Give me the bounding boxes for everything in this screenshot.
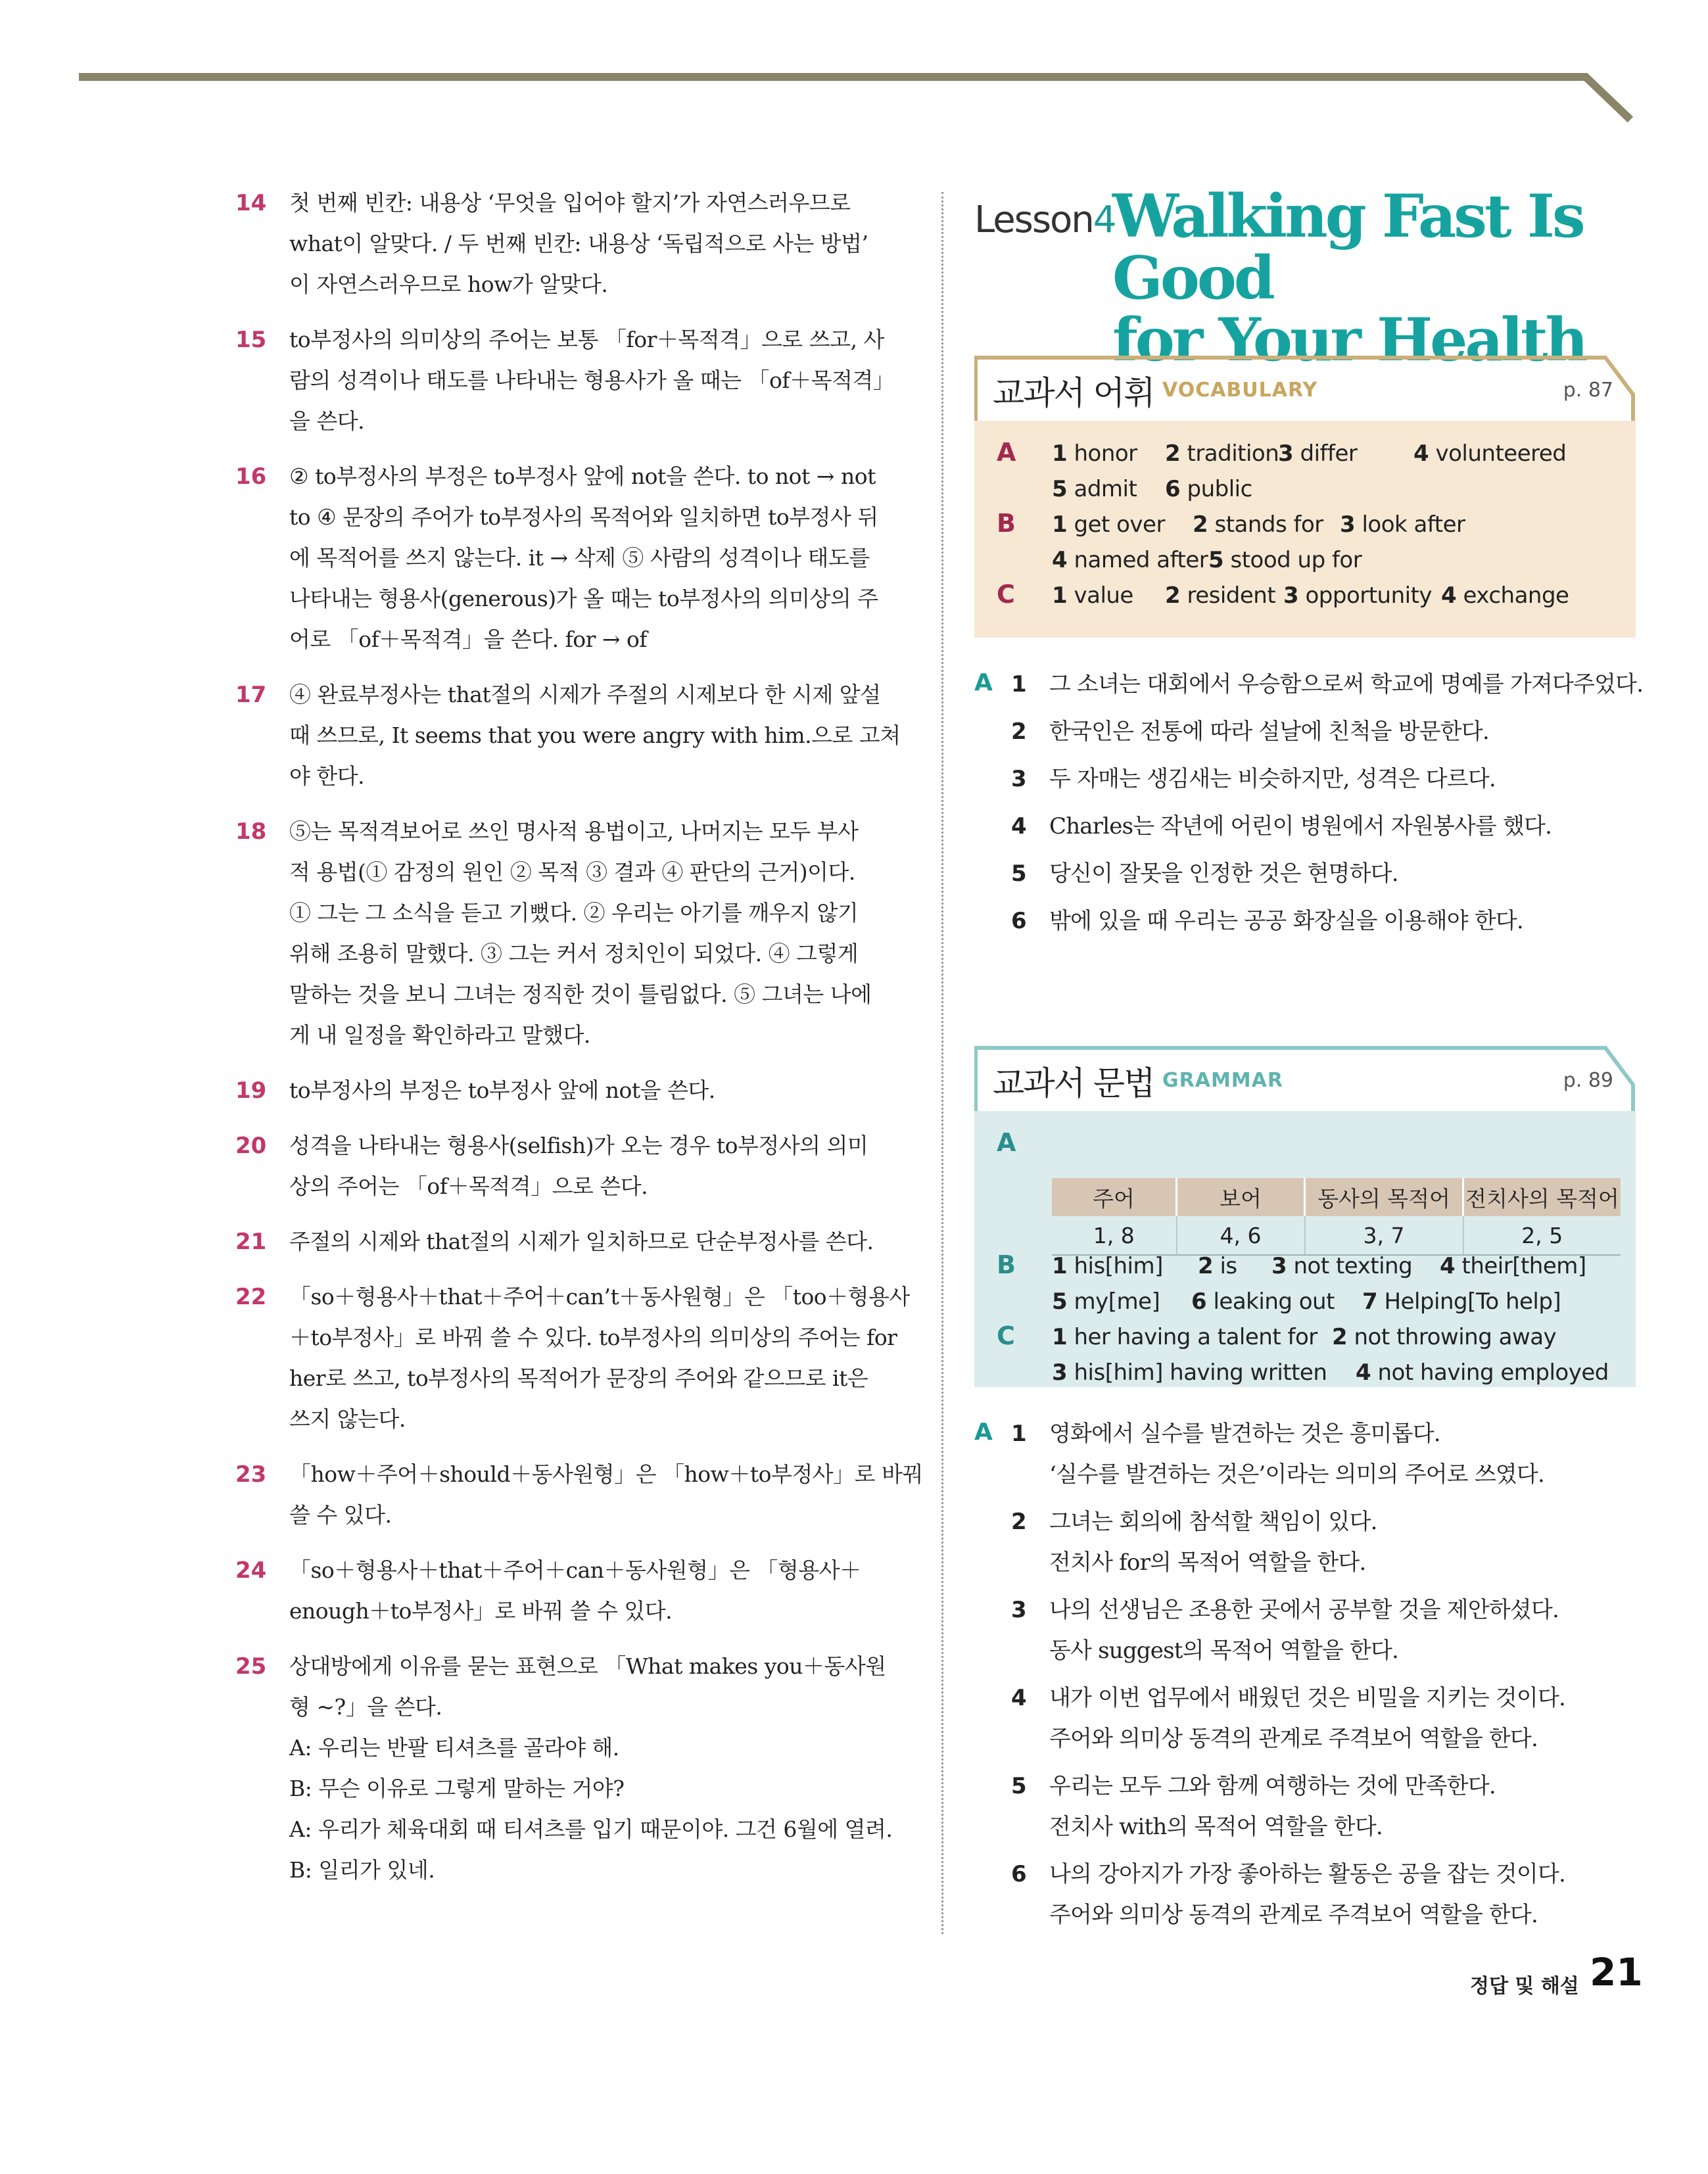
explanation-line: 쓰지 않는다. bbox=[289, 1406, 406, 1432]
table-header: 전치사의 목적어 bbox=[1463, 1178, 1621, 1216]
answer-item bbox=[235, 1070, 899, 1111]
explanation-line: 성격을 나타내는 형용사(selfish)가 오는 경우 to부정사의 의미 bbox=[289, 1133, 868, 1158]
section-label: A bbox=[974, 1419, 993, 1446]
vocabulary-title: 교과서 어휘 bbox=[993, 374, 1154, 412]
translation-line: 나의 선생님은 조용한 곳에서 공부할 것을 제안하셨다. bbox=[1049, 1597, 1559, 1623]
grammar-answer bbox=[1332, 1324, 1556, 1350]
answer-explanation bbox=[289, 1221, 899, 1262]
grammar-box bbox=[974, 1045, 1636, 1387]
translation-line: 그 소녀는 대회에서 우승함으로써 학교에 명예를 가져다주었다. bbox=[1049, 671, 1644, 697]
translation-line: 주어와 의미상 동격의 관계로 주격보어 역할을 한다. bbox=[1049, 1902, 1538, 1928]
answer-number: 19 bbox=[235, 1077, 267, 1104]
item-number: 5 bbox=[1208, 547, 1224, 573]
item-text: my[me] bbox=[1074, 1288, 1160, 1315]
translation-line: 전치사 with의 목적어 역할을 한다. bbox=[1049, 1814, 1383, 1840]
item-text: public bbox=[1187, 476, 1252, 502]
answer-explanation bbox=[289, 674, 901, 797]
item-number: 3 bbox=[1011, 1597, 1027, 1623]
item-number: 1 bbox=[1052, 582, 1068, 609]
translation-item bbox=[1011, 853, 1398, 894]
item-text: resident bbox=[1187, 582, 1276, 609]
explanation-line: 야 한다. bbox=[289, 763, 365, 789]
vocab-answer bbox=[1165, 476, 1252, 502]
explanation-line: to부정사의 의미상의 주어는 보통 「for＋목적격」으로 쓰고, 사 bbox=[289, 327, 884, 352]
item-number: 5 bbox=[1011, 1773, 1027, 1799]
item-number: 5 bbox=[1052, 1288, 1068, 1315]
translation-line: 내가 이번 업무에서 배웠던 것은 비밀을 지키는 것이다. bbox=[1049, 1685, 1566, 1711]
footer-label: 정답 및 해설 bbox=[1470, 1975, 1579, 1998]
item-number: 1 bbox=[1052, 1324, 1068, 1350]
vocab-answer bbox=[1441, 582, 1569, 609]
item-text: look after bbox=[1362, 511, 1465, 538]
item-lines bbox=[1049, 1413, 1544, 1495]
explanation-line: 「how＋주어＋should＋동사원형」은 「how＋to부정사」로 바꿔 bbox=[289, 1461, 923, 1487]
translation-item bbox=[1011, 1678, 1565, 1759]
table-cell: 1, 8 bbox=[1052, 1216, 1177, 1255]
translation-item bbox=[1011, 664, 1643, 705]
item-number: 2 bbox=[1165, 440, 1181, 467]
section-label: C bbox=[997, 580, 1015, 609]
section-label: A bbox=[974, 669, 993, 696]
answer-item bbox=[235, 1550, 899, 1632]
item-lines bbox=[1049, 1501, 1377, 1583]
item-text: named after bbox=[1074, 547, 1208, 573]
grammar-answers bbox=[974, 1111, 1636, 1387]
item-text: get over bbox=[1074, 511, 1165, 538]
section-label: A bbox=[997, 1128, 1016, 1157]
item-text: his[him] bbox=[1074, 1253, 1163, 1279]
grammar-answer bbox=[1052, 1324, 1317, 1350]
item-text: exchange bbox=[1463, 582, 1569, 609]
item-text: not throwing away bbox=[1354, 1324, 1557, 1350]
item-number: 6 bbox=[1011, 908, 1027, 934]
section-label: A bbox=[997, 438, 1016, 467]
explanation-line: 「so＋형용사＋that＋주어＋can’t＋동사원형」은 「too＋형용사 bbox=[289, 1284, 910, 1310]
item-text: opportunity bbox=[1305, 582, 1433, 609]
section-label: B bbox=[997, 509, 1016, 538]
item-lines bbox=[1049, 806, 1552, 847]
explanation-line: 게 내 일정을 확인하라고 말했다. bbox=[289, 1022, 590, 1048]
explanation-line: 상대방에게 이유를 묻는 표현으로 「What makes you＋동사원 bbox=[289, 1653, 886, 1679]
item-number: 1 bbox=[1011, 671, 1027, 697]
answer-explanation bbox=[289, 1646, 899, 1891]
translation-line: 두 자매는 생김새는 비슷하지만, 성격은 다르다. bbox=[1049, 766, 1496, 792]
translation-line: 영화에서 실수를 발견하는 것은 흥미롭다. bbox=[1049, 1421, 1440, 1447]
item-number: 2 bbox=[1198, 1253, 1214, 1279]
item-lines bbox=[1049, 1678, 1565, 1759]
item-text: his[him] having written bbox=[1074, 1359, 1327, 1386]
lesson-label: Lesson4 bbox=[974, 199, 1116, 241]
item-number: 3 bbox=[1271, 1253, 1287, 1279]
table-cell: 2, 5 bbox=[1463, 1216, 1621, 1255]
item-lines bbox=[1049, 1590, 1559, 1671]
grammar-title: 교과서 문법 bbox=[993, 1064, 1154, 1102]
grammar-answer bbox=[1052, 1253, 1163, 1279]
explanation-line: to부정사의 부정은 to부정사 앞에 not을 쓴다. bbox=[289, 1077, 715, 1103]
vocab-answer bbox=[1165, 440, 1279, 467]
item-text: stands for bbox=[1214, 511, 1323, 538]
translation-item bbox=[1011, 806, 1552, 847]
lesson-title: Walking Fast Is Good for Your Health bbox=[1112, 181, 1586, 375]
section-label: C bbox=[997, 1321, 1015, 1350]
grammar-answer bbox=[1052, 1359, 1327, 1386]
item-number: 1 bbox=[1011, 1421, 1027, 1447]
answer-number: 21 bbox=[235, 1229, 267, 1255]
item-text: their[them] bbox=[1461, 1253, 1586, 1279]
grammar-answer bbox=[1362, 1288, 1561, 1315]
explanation-line: ② to부정사의 부정은 to부정사 앞에 not을 쓴다. to not → not bbox=[289, 463, 876, 489]
left-answer-column bbox=[235, 183, 923, 1905]
translation-item bbox=[1011, 1413, 1544, 1495]
translation-line: Charles는 작년에 어린이 병원에서 자원봉사를 했다. bbox=[1049, 813, 1552, 839]
explanation-line: 형 ~?」을 쓴다. bbox=[289, 1694, 442, 1720]
item-lines bbox=[1049, 853, 1398, 894]
item-text: volunteered bbox=[1435, 440, 1567, 467]
top-header-bar bbox=[0, 0, 1708, 131]
vocabulary-page-ref: p. 87 bbox=[1563, 379, 1613, 402]
item-number: 4 bbox=[1052, 547, 1068, 573]
answer-number: 22 bbox=[235, 1284, 267, 1310]
item-number: 1 bbox=[1052, 511, 1068, 538]
vocab-answer bbox=[1052, 476, 1137, 502]
grammar-answer bbox=[1440, 1253, 1586, 1279]
answer-number: 15 bbox=[235, 327, 267, 353]
item-number: 6 bbox=[1191, 1288, 1207, 1315]
explanation-line: ＋to부정사」로 바꿔 쓸 수 있다. to부정사의 의미상의 주어는 for bbox=[289, 1325, 897, 1350]
item-number: 3 bbox=[1340, 511, 1356, 538]
explanation-line: 나타내는 형용사(generous)가 올 때는 to부정사의 의미상의 주 bbox=[289, 586, 878, 611]
answer-explanation bbox=[289, 1550, 899, 1632]
table-header: 보어 bbox=[1177, 1178, 1305, 1216]
explanation-line: 말하는 것을 보니 그녀는 정직한 것이 틀림없다. ⑤ 그녀는 나에 bbox=[289, 981, 872, 1007]
vocab-answer bbox=[1278, 440, 1357, 467]
translation-line: 우리는 모두 그와 함께 여행하는 것에 만족한다. bbox=[1049, 1773, 1496, 1799]
item-number: 1 bbox=[1052, 440, 1068, 467]
answer-explanation bbox=[289, 1070, 899, 1111]
answer-item bbox=[235, 183, 899, 305]
explanation-line: 상의 주어는 「of＋목적격」으로 쓴다. bbox=[289, 1173, 648, 1199]
explanation-line: 「so＋형용사＋that＋주어＋can＋동사원형」은 「형용사＋ bbox=[289, 1557, 861, 1583]
page-number: 21 bbox=[1590, 1950, 1643, 1995]
section-label: B bbox=[997, 1250, 1016, 1279]
explanation-line: 람의 성격이나 태도를 나타내는 형용사가 올 때는 「of＋목적격」 bbox=[289, 367, 895, 393]
translation-line: ‘실수를 발견하는 것은’이라는 의미의 주어로 쓰였다. bbox=[1049, 1461, 1544, 1488]
answer-item bbox=[235, 674, 899, 797]
explanation-line: ④ 완료부정사는 that절의 시제가 주절의 시제보다 한 시제 앞설 bbox=[289, 682, 881, 707]
item-lines bbox=[1049, 1766, 1496, 1847]
explanation-line: 어로 「of＋목적격」을 쓴다. for → of bbox=[289, 626, 648, 652]
vocab-answer bbox=[1193, 511, 1323, 538]
item-text: value bbox=[1074, 582, 1133, 609]
answer-item bbox=[235, 319, 899, 442]
answer-explanation bbox=[289, 1454, 923, 1536]
grammar-answer bbox=[1052, 1288, 1160, 1315]
answer-item bbox=[235, 1277, 910, 1440]
grammar-page-ref: p. 89 bbox=[1563, 1069, 1613, 1092]
item-number: 3 bbox=[1052, 1359, 1068, 1386]
item-number: 5 bbox=[1052, 476, 1068, 502]
translation-line: 전치사 for의 목적어 역할을 한다. bbox=[1049, 1549, 1366, 1576]
answer-item bbox=[235, 811, 899, 1056]
item-number: 4 bbox=[1011, 1685, 1027, 1711]
answer-number: 24 bbox=[235, 1557, 267, 1584]
answer-number: 14 bbox=[235, 190, 267, 216]
item-number: 1 bbox=[1052, 1253, 1068, 1279]
item-lines bbox=[1049, 759, 1496, 799]
explanation-line: 에 목적어를 쓰지 않는다. it → 삭제 ⑤ 사람의 성격이나 태도를 bbox=[289, 545, 870, 571]
answer-number: 16 bbox=[235, 463, 267, 490]
answer-explanation bbox=[289, 183, 899, 305]
item-number: 2 bbox=[1011, 719, 1027, 745]
explanation-line: ① 그는 그 소식을 듣고 기뻤다. ② 우리는 아기를 깨우지 않기 bbox=[289, 900, 859, 926]
item-number: 3 bbox=[1278, 440, 1294, 467]
explanation-line: 때 쓰므로, It seems that you were angry with him.으로 고쳐 bbox=[289, 722, 901, 748]
vocabulary-translations bbox=[974, 664, 1671, 953]
vocab-answer bbox=[1052, 547, 1208, 573]
answer-number: 23 bbox=[235, 1461, 267, 1488]
explanation-line: 첫 번째 빈칸: 내용상 ‘무엇을 입어야 할지’가 자연스러우므로 bbox=[289, 190, 851, 216]
grammar-translations bbox=[974, 1413, 1671, 1939]
table-cell: 4, 6 bbox=[1177, 1216, 1305, 1255]
item-text: leaking out bbox=[1213, 1288, 1335, 1315]
item-text: stood up for bbox=[1230, 547, 1362, 573]
item-text: admit bbox=[1074, 476, 1137, 502]
grammar-subtitle: GRAMMAR bbox=[1162, 1069, 1283, 1092]
answer-explanation bbox=[289, 1277, 910, 1440]
answer-number: 17 bbox=[235, 682, 267, 708]
answer-number: 20 bbox=[235, 1133, 267, 1159]
grammar-answer bbox=[1198, 1253, 1237, 1279]
item-number: 2 bbox=[1165, 582, 1181, 609]
translation-item bbox=[1011, 711, 1489, 752]
item-lines bbox=[1049, 1854, 1565, 1935]
translation-line: 밖에 있을 때 우리는 공공 화장실을 이용해야 한다. bbox=[1049, 908, 1523, 934]
translation-item bbox=[1011, 901, 1523, 941]
translation-item bbox=[1011, 1590, 1559, 1671]
answer-number: 18 bbox=[235, 818, 267, 845]
explanation-line: A: 우리는 반팔 티셔츠를 골라야 해. bbox=[289, 1735, 619, 1760]
item-text: is bbox=[1220, 1253, 1237, 1279]
answer-explanation bbox=[289, 456, 899, 660]
translation-line: 그녀는 회의에 참석할 책임이 있다. bbox=[1049, 1509, 1377, 1535]
item-text: tradition bbox=[1187, 440, 1279, 467]
item-number: 4 bbox=[1413, 440, 1429, 467]
explanation-line: to ④ 문장의 주어가 to부정사의 목적어와 일치하면 to부정사 뒤 bbox=[289, 504, 878, 530]
translation-line: 당신이 잘못을 인정한 것은 현명하다. bbox=[1049, 861, 1398, 887]
item-text: differ bbox=[1300, 440, 1358, 467]
item-number: 4 bbox=[1356, 1359, 1371, 1386]
explanation-line: 을 쓴다. bbox=[289, 408, 365, 434]
item-text: her having a talent for bbox=[1074, 1324, 1317, 1350]
item-number: 2 bbox=[1332, 1324, 1348, 1350]
vocab-answer bbox=[1052, 511, 1165, 538]
vocabulary-box bbox=[974, 355, 1636, 638]
item-number: 4 bbox=[1441, 582, 1457, 609]
table-header: 주어 bbox=[1052, 1178, 1177, 1216]
explanation-line: 쓸 수 있다. bbox=[289, 1502, 392, 1528]
answer-item bbox=[235, 456, 899, 660]
item-number: 5 bbox=[1011, 861, 1027, 887]
vocab-answer bbox=[1052, 440, 1137, 467]
item-number: 3 bbox=[1011, 766, 1027, 792]
vocab-answer bbox=[1052, 582, 1133, 609]
answer-item bbox=[235, 1646, 899, 1891]
item-number: 4 bbox=[1011, 813, 1027, 839]
translation-item bbox=[1011, 759, 1496, 799]
item-number: 6 bbox=[1011, 1861, 1027, 1887]
vocabulary-subtitle: VOCABULARY bbox=[1162, 379, 1318, 402]
translation-item bbox=[1011, 1854, 1565, 1935]
explanation-line: 위해 조용히 말했다. ③ 그는 커서 정치인이 되었다. ④ 그렇게 bbox=[289, 941, 859, 966]
item-number: 2 bbox=[1011, 1509, 1027, 1535]
answer-item bbox=[235, 1454, 923, 1536]
explanation-line: A: 우리가 체육대회 때 티셔츠를 입기 때문이야. 그건 6월에 열려. bbox=[289, 1816, 893, 1842]
grammar-table bbox=[1052, 1178, 1621, 1256]
column-divider bbox=[941, 192, 943, 1934]
answer-explanation bbox=[289, 319, 899, 442]
item-number: 2 bbox=[1193, 511, 1208, 538]
translation-line: 주어와 의미상 동격의 관계로 주격보어 역할을 한다. bbox=[1049, 1726, 1538, 1752]
vocab-answer bbox=[1165, 582, 1275, 609]
vocab-answer bbox=[1340, 511, 1465, 538]
table-cell: 3, 7 bbox=[1305, 1216, 1463, 1255]
explanation-line: B: 무슨 이유로 그렇게 말하는 거야? bbox=[289, 1776, 625, 1801]
item-lines bbox=[1049, 711, 1489, 752]
vocabulary-answers bbox=[974, 421, 1636, 638]
grammar-answer bbox=[1271, 1253, 1412, 1279]
item-lines bbox=[1049, 664, 1643, 705]
vocab-answer bbox=[1413, 440, 1566, 467]
translation-item bbox=[1011, 1501, 1377, 1583]
item-text: not texting bbox=[1293, 1253, 1413, 1279]
item-number: 7 bbox=[1362, 1288, 1378, 1315]
item-text: Helping[To help] bbox=[1384, 1288, 1561, 1315]
item-text: not having employed bbox=[1377, 1359, 1609, 1386]
answer-explanation bbox=[289, 1125, 899, 1207]
vocab-answer bbox=[1208, 547, 1362, 573]
answer-item bbox=[235, 1221, 899, 1262]
explanation-line: B: 일리가 있네. bbox=[289, 1857, 435, 1883]
item-number: 4 bbox=[1440, 1253, 1456, 1279]
translation-line: 한국인은 전통에 따라 설날에 친척을 방문한다. bbox=[1049, 719, 1489, 745]
vocab-answer bbox=[1283, 582, 1432, 609]
explanation-line: enough＋to부정사」로 바꿔 쓸 수 있다. bbox=[289, 1598, 673, 1624]
item-number: 3 bbox=[1283, 582, 1299, 609]
item-text: honor bbox=[1074, 440, 1137, 467]
explanation-line: ⑤는 목적격보어로 쓰인 명사적 용법이고, 나머지는 모두 부사 bbox=[289, 818, 859, 844]
grammar-answer bbox=[1356, 1359, 1609, 1386]
translation-line: 나의 강아지가 가장 좋아하는 활동은 공을 잡는 것이다. bbox=[1049, 1861, 1566, 1887]
translation-line: 동사 suggest의 목적어 역할을 한다. bbox=[1049, 1638, 1399, 1664]
explanation-line: what이 알맞다. / 두 번째 빈칸: 내용상 ‘독립적으로 사는 방법’ bbox=[289, 231, 868, 256]
answer-explanation bbox=[289, 811, 899, 1056]
answer-item bbox=[235, 1125, 899, 1207]
explanation-line: 주절의 시제와 that절의 시제가 일치하므로 단순부정사를 쓴다. bbox=[289, 1229, 874, 1254]
table-header: 동사의 목적어 bbox=[1305, 1178, 1463, 1216]
item-lines bbox=[1049, 901, 1523, 941]
grammar-answer bbox=[1191, 1288, 1335, 1315]
answer-number: 25 bbox=[235, 1653, 267, 1680]
explanation-line: 이 자연스러우므로 how가 알맞다. bbox=[289, 272, 608, 297]
translation-item bbox=[1011, 1766, 1496, 1847]
explanation-line: 적 용법(① 감정의 원인 ② 목적 ③ 결과 ④ 판단의 근거)이다. bbox=[289, 859, 855, 885]
item-number: 6 bbox=[1165, 476, 1181, 502]
explanation-line: her로 쓰고, to부정사의 목적어가 문장의 주어와 같으므로 it은 bbox=[289, 1365, 868, 1391]
